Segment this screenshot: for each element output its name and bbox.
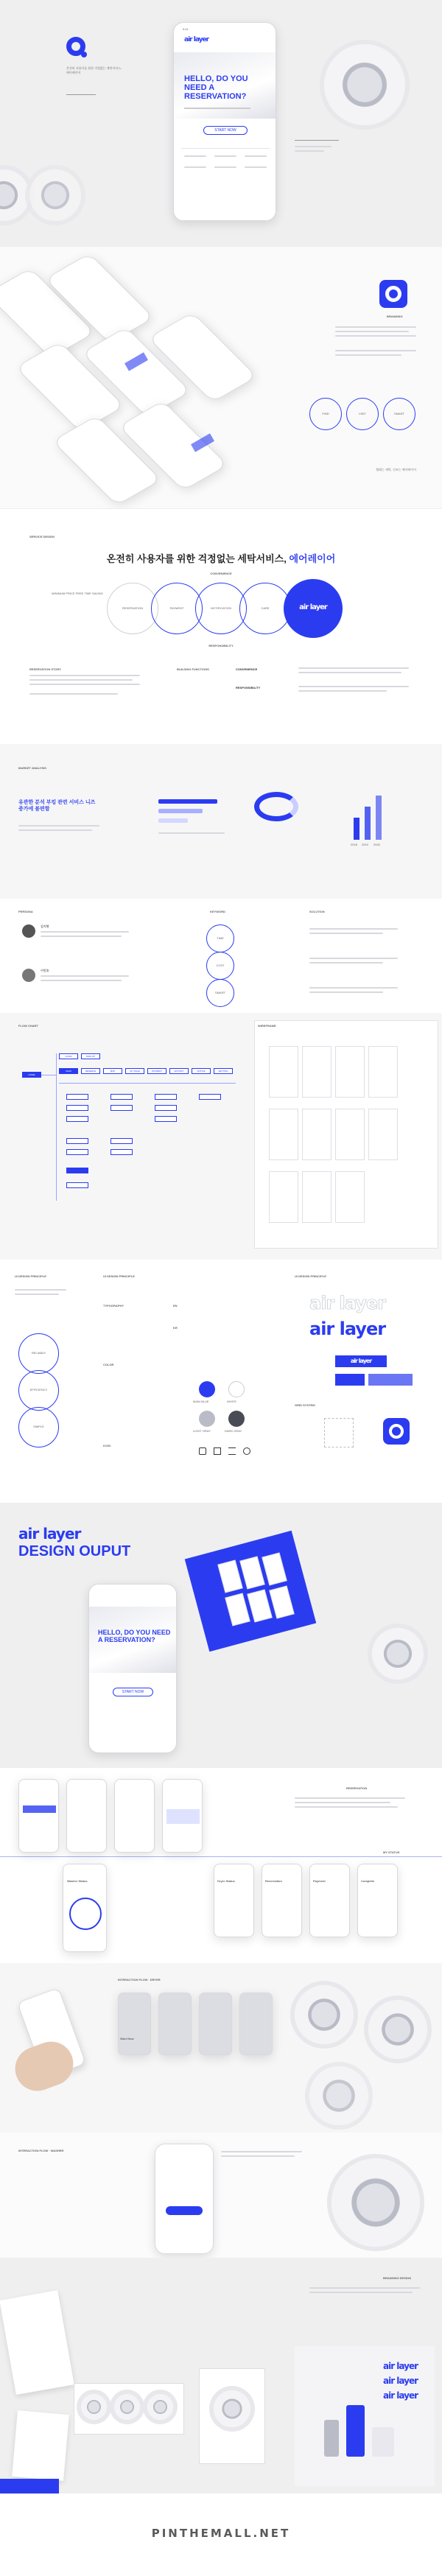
identity-logo-outline: air layer xyxy=(309,1293,386,1313)
interaction-washer-section: INTERACTION FLOW · WASHER xyxy=(0,2133,442,2258)
branding-logo: air layer xyxy=(383,2361,418,2371)
washer-left xyxy=(0,169,29,221)
strategy-left-caption: MINIMUM PRICE FREE TIME SAVING xyxy=(52,592,103,595)
phone-start-button[interactable]: START NOW xyxy=(203,126,248,135)
output-phone: HELLO, DO YOU NEED A RESERVATION? START NOW xyxy=(88,1584,177,1753)
footer-watermark[interactable]: PINTHEMALL.NET xyxy=(151,2527,291,2540)
market-headline: 유관한 분석 부킹 관련 서비스 니즈 증가에 불편함 xyxy=(18,800,96,812)
market-bar-1 xyxy=(158,799,217,804)
identity-logo: air layer xyxy=(309,1319,386,1339)
output-title: DESIGN OUPUT xyxy=(18,1543,131,1559)
strategy-headline: 온전히 사용자를 위한 걱정없는 세탁서비스, 에어레이어 xyxy=(106,553,336,564)
market-bar-2 xyxy=(158,809,203,813)
phone-brand: air layer xyxy=(184,36,209,43)
output-brand: air layer xyxy=(18,1525,81,1543)
market-bar-3 xyxy=(158,818,188,823)
identity-section: UI DESIGN PRINCIPLE RELIABLE EFFICIENCY SIMPLE UI DESIGN PRINCIPLE TYPOGRAPHY EN KR COLOR MAIN BLUE WHITE LIGHT GRAY DARK GRAY ICON UI DESIGN PRINCIPLE air layer air layer air layer GRID SYSTEM xyxy=(0,1260,442,1503)
swatch-main-blue xyxy=(199,1381,215,1397)
hero-phone xyxy=(173,22,276,221)
branding-section: BRANDING DESIGN air layer air layer air layer xyxy=(0,2258,442,2493)
interaction-dryer-section: INTERACTION FLOW · DRYER Start Now xyxy=(0,1963,442,2133)
swatch-white xyxy=(228,1381,245,1397)
strategy-label: SERVICE DESIGN xyxy=(29,535,55,538)
market-section: MARKET ANALYSIS 유관한 분석 부킹 관련 서비스 니즈 증가에 불편함 2018 2019 2020 xyxy=(0,744,442,899)
strategy-section: SERVICE DESIGN 온전히 사용자를 위한 걱정없는 세탁서비스, 에어레이어 CONVENIENCE MINIMUM PRICE FREE TIME SAVING RESERVATION PAYMENT NOTIFICATION CARE air layer RESPONSIBILITY RESERVATION STORY BUILDING FUNCTIONS CONVENIENCE RESPONSIBILITY xyxy=(0,508,442,744)
persona-avatar-1 xyxy=(22,924,35,938)
persona-avatar-2 xyxy=(22,969,35,982)
screens-section: Washer Status RESERVATION MY STATUS Dryer Status Reservation Payment Complete xyxy=(0,1768,442,1963)
home-icon xyxy=(199,1447,206,1455)
persona-section: PERSONA 김지현 이민호 KEYWORD SOLUTION TIME COST SMART xyxy=(0,899,442,1013)
output-start-button[interactable]: START NOW xyxy=(113,1688,153,1696)
swatch-dark-gray xyxy=(228,1411,245,1427)
concept-footnote: 빨래는 세탁, 건조는 에어레이어 xyxy=(376,468,416,471)
hero-section xyxy=(0,0,442,247)
flow-root-node: HOME xyxy=(22,1072,41,1078)
phone-headline: HELLO, DO YOU NEED A RESERVATION? xyxy=(184,74,248,101)
washer-right xyxy=(324,44,405,125)
setting-icon xyxy=(243,1447,250,1455)
output-washer xyxy=(372,1628,424,1680)
concept-section: BRANDING FIND VISIT SMART 빨래는 세탁, 건조는 에어레이어 xyxy=(0,247,442,508)
calendar-icon xyxy=(214,1447,221,1455)
swatch-light-gray xyxy=(199,1411,215,1427)
hero-brand-desc: 온전히 사용자를 위한 걱정없는 세탁서비스, 에어레이어 xyxy=(66,66,122,74)
market-donut xyxy=(254,792,298,821)
washer-left-2 xyxy=(29,169,81,221)
list-icon xyxy=(228,1447,236,1455)
footer xyxy=(0,2493,442,2576)
concept-label: BRANDING xyxy=(387,315,403,318)
phone-time: 9:41 xyxy=(183,27,189,31)
flow-section: FLOW CHART HOME LOGIN SIGN UP MAIN RESERVE MAP MY PAGE PAYMENT HISTORY NOTICE SETTING WIREFRAME xyxy=(0,1013,442,1260)
logo-tile-icon xyxy=(385,286,401,302)
output-section xyxy=(0,1503,442,1768)
